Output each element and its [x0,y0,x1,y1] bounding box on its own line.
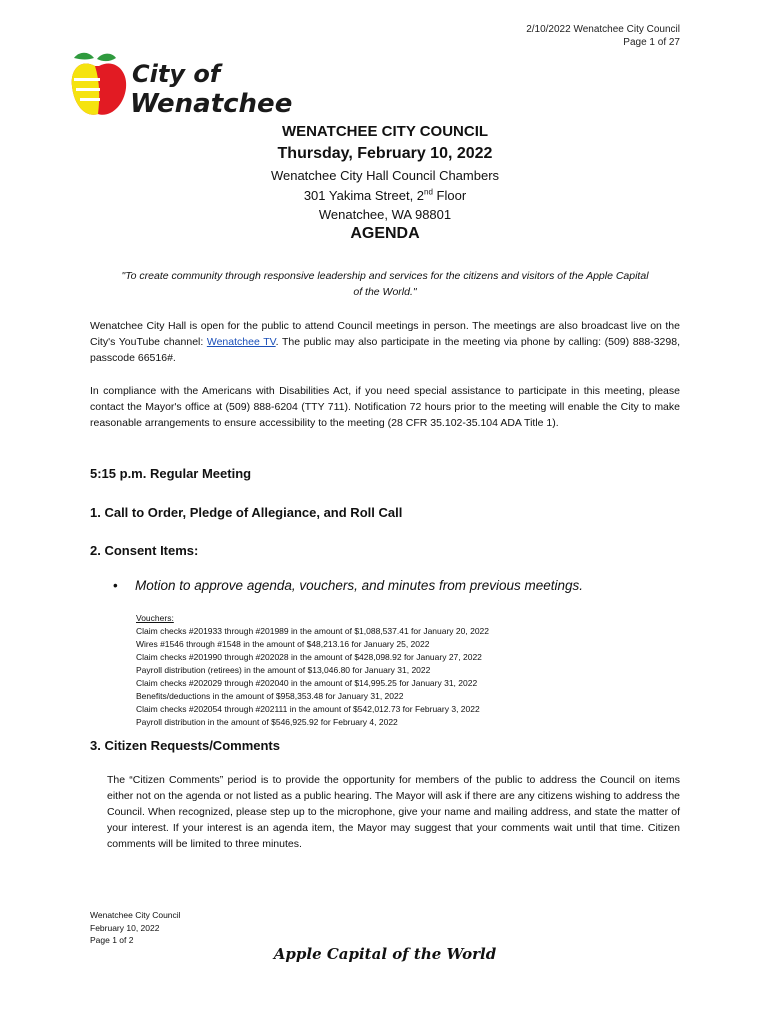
meeting-date: Thursday, February 10, 2022 [277,145,493,162]
svg-text:Wenatchee: Wenatchee [130,89,293,119]
bullet-icon: • [113,578,118,593]
page-footer [90,909,181,947]
intro-paragraph: Wenatchee City Hall is open for the public to attend Council meetings in person. The meetings are also broadcast live on the City's YouTube channel: Wenatchee TV. The public may also participate in the meeting via phone by calling: (509) 888-3298, passcode 66516#. [90,320,680,364]
council-title: WENATCHEE CITY COUNCIL [281,123,489,140]
address-line-2: 301 Yakima Street, 2nd Floor [303,187,467,203]
mission-statement: "To create community through responsive leadership and services for the citizens and visitors of the Apple Capital of the World." [121,270,649,298]
header-date-line: 2/10/2022 Wenatchee City Council [526,24,680,35]
city-tagline: Apple Capital of the World [273,945,497,963]
regular-meeting-heading: 5:15 p.m. Regular Meeting [90,466,252,481]
city-logo [70,48,293,120]
section-3-heading: 3. Citizen Requests/Comments [90,738,280,753]
footer-date: February 10, 2022 [90,922,160,933]
footer-page: Page 1 of 2 [90,935,134,945]
voucher-line: Claim checks #202029 through #202040 in the amount of $14,995.25 for January 31, 2022 [136,678,478,688]
wenatchee-tv-link[interactable]: Wenatchee TV [206,336,276,348]
address-line-3: Wenatchee, WA 98801 [318,207,452,222]
voucher-line: Payroll distribution (retirees) in the amount of $13,046.80 for January 31, 2022 [136,665,431,675]
voucher-line: Claim checks #201990 through #202028 in the amount of $428,098.92 for January 27, 2022 [136,652,482,662]
svg-text:City of: City of [132,60,221,88]
voucher-line: Claim checks #202054 through #202111 in the amount of $542,012.73 for February 3, 2022 [136,704,480,714]
voucher-line: Payroll distribution in the amount of $546,925.92 for February 4, 2022 [136,717,398,727]
agenda-heading: AGENDA [350,225,420,242]
address-line-1: Wenatchee City Hall Council Chambers [270,168,500,183]
consent-motion-item [113,578,583,593]
section-1-heading: 1. Call to Order, Pledge of Allegiance, and Roll Call [90,505,403,520]
vouchers-list [136,612,489,729]
meeting-address [0,166,770,225]
vouchers-heading: Vouchers: [136,613,174,623]
consent-motion-text: Motion to approve agenda, vouchers, and minutes from previous meetings. [135,578,583,593]
footer-org: Wenatchee City Council [90,910,181,920]
page-header [526,23,680,49]
section-2-heading: 2. Consent Items: [90,543,199,558]
ada-paragraph: In compliance with the Americans with Disabilities Act, if you need special assistance to participate in this meeting, please contact the Mayor's office at (509) 888-6204 (TTY 711). Notification 72 hours prior to the meeting will enable the City to make reasonable arrangements to ensure accessibility to the meeting (28 CFR 35.102-35.104 ADA Title 1). [90,385,680,429]
voucher-line: Claim checks #201933 through #201989 in the amount of $1,088,537.41 for January 20, 2022 [136,626,490,636]
apple-logo-icon [70,48,293,120]
voucher-line: Wires #1546 through #1548 in the amount of $48,213.16 for January 25, 2022 [136,639,430,649]
citizen-comments-paragraph: The “Citizen Comments” period is to provide the opportunity for members of the public to address the Council on items either not on the agenda or not listed as a public hearing. The Mayor will ask if there are any citizens wishing to address the Council. When recognized, please step up to the microphone, give your name and mailing address, and state the matter of your interest. If your interest is an agenda item, the Mayor may suggest that your comments wait until that time. Citizen comments will be limited to three minutes. [107,774,680,850]
voucher-line: Benefits/deductions in the amount of $958,353.48 for January 31, 2022 [136,691,404,701]
header-page-number: Page 1 of 27 [623,37,680,48]
